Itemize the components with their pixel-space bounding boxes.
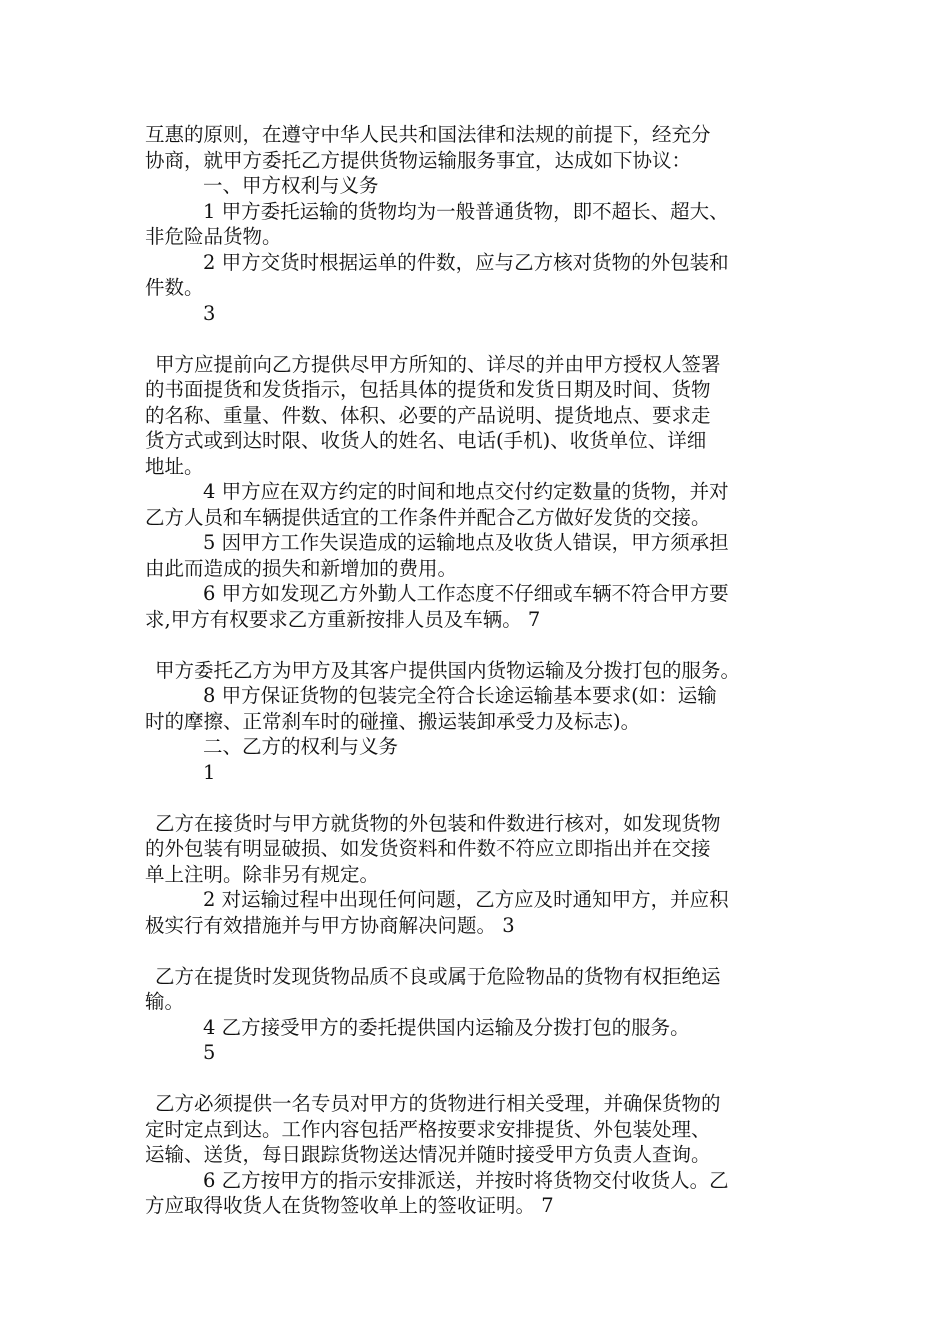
text-line: 件数。 <box>145 276 204 299</box>
blank-line <box>145 938 817 964</box>
text-line: 的外包装有明显破损、如发货资料和件数不符应立即指出并在交接 <box>145 837 711 860</box>
text-line: 地址。 <box>145 454 204 478</box>
text-line: 协商，就甲方委托乙方提供货物运输服务事宜，达成如下协议： <box>145 148 692 172</box>
text-line: 4 乙方接受甲方的委托提供国内运输及分拨打包的服务。 <box>203 1015 690 1039</box>
text-line: 方应取得收货人在货物签收单上的签收证明。 7 <box>145 1194 554 1217</box>
blank-line <box>145 1066 817 1092</box>
text-line: 由此而造成的损失和新增加的费用。 <box>145 556 458 580</box>
text-line: 6 乙方按甲方的指示安排派送，并按时将货物交付收货人。乙 <box>203 1168 729 1192</box>
text-line: 的书面提货和发货指示，包括具体的提货和发货日期及时间、货物 <box>145 378 711 401</box>
text-line: 乙方在接货时与甲方就货物的外包装和件数进行核对，如发现货物 <box>155 811 721 835</box>
text-line: 8 甲方保证货物的包装完全符合长途运输基本要求(如：运输 <box>203 684 717 707</box>
text-line: 3 <box>203 301 216 325</box>
blank-line <box>145 326 817 352</box>
text-line: 6 甲方如发现乙方外勤人工作态度不仔细或车辆不符合甲方要 <box>203 582 729 605</box>
text-line: 互惠的原则，在遵守中华人民共和国法律和法规的前提下，经充分 <box>145 123 711 146</box>
contract-body <box>145 122 817 1219</box>
text-line: 2 甲方交货时根据运单的件数，应与乙方核对货物的外包装和 <box>203 250 729 274</box>
text-line: 时的摩擦、正常刹车时的碰撞、搬运装卸承受力及标志)。 <box>145 709 641 733</box>
text-line: 货方式或到达时限、收货人的姓名、电话(手机)、收货单位、详细 <box>145 429 707 452</box>
text-line: 极实行有效措施并与甲方协商解决问题。 3 <box>145 913 515 937</box>
text-line: 2 对运输过程中出现任何问题，乙方应及时通知甲方，并应积 <box>203 888 729 911</box>
blank-line <box>145 785 817 811</box>
section-heading: 一、甲方权利与义务 <box>203 174 379 197</box>
text-line: 1 甲方委托运输的货物均为一般普通货物，即不超长、超大、 <box>203 199 729 223</box>
text-line: 运输、送货，每日跟踪货物送达情况并随时接受甲方负责人查询。 <box>145 1143 711 1166</box>
text-line: 非危险品货物。 <box>145 225 282 248</box>
text-line: 定时定点到达。工作内容包括严格按要求安排提货、外包装处理、 <box>145 1117 711 1141</box>
text-line: 求,甲方有权要求乙方重新按排人员及车辆。 7 <box>145 607 541 631</box>
text-line: 输。 <box>145 990 185 1013</box>
text-line: 甲方应提前向乙方提供尽甲方所知的、详尽的并由甲方授权人签署 <box>155 352 721 376</box>
text-line: 的名称、重量、件数、体积、必要的产品说明、提货地点、要求走 <box>145 403 711 427</box>
text-line: 甲方委托乙方为甲方及其客户提供国内货物运输及分拨打包的服务。 <box>155 658 741 682</box>
text-line: 单上注明。除非另有规定。 <box>145 862 380 886</box>
text-line: 乙方人员和车辆提供适宜的工作条件并配合乙方做好发货的交接。 <box>145 505 711 529</box>
blank-line <box>145 632 817 658</box>
text-line: 乙方必须提供一名专员对甲方的货物进行相关受理，并确保货物的 <box>155 1092 721 1115</box>
text-line: 1 <box>203 760 216 784</box>
text-line: 5 因甲方工作失误造成的运输地点及收货人错误，甲方须承担 <box>203 531 729 554</box>
section-heading: 二、乙方的权利与义务 <box>203 735 399 758</box>
text-line: 乙方在提货时发现货物品质不良或属于危险物品的货物有权拒绝运 <box>155 964 721 988</box>
text-line: 4 甲方应在双方约定的时间和地点交付约定数量的货物，并对 <box>203 480 729 503</box>
text-line: 5 <box>203 1041 216 1064</box>
